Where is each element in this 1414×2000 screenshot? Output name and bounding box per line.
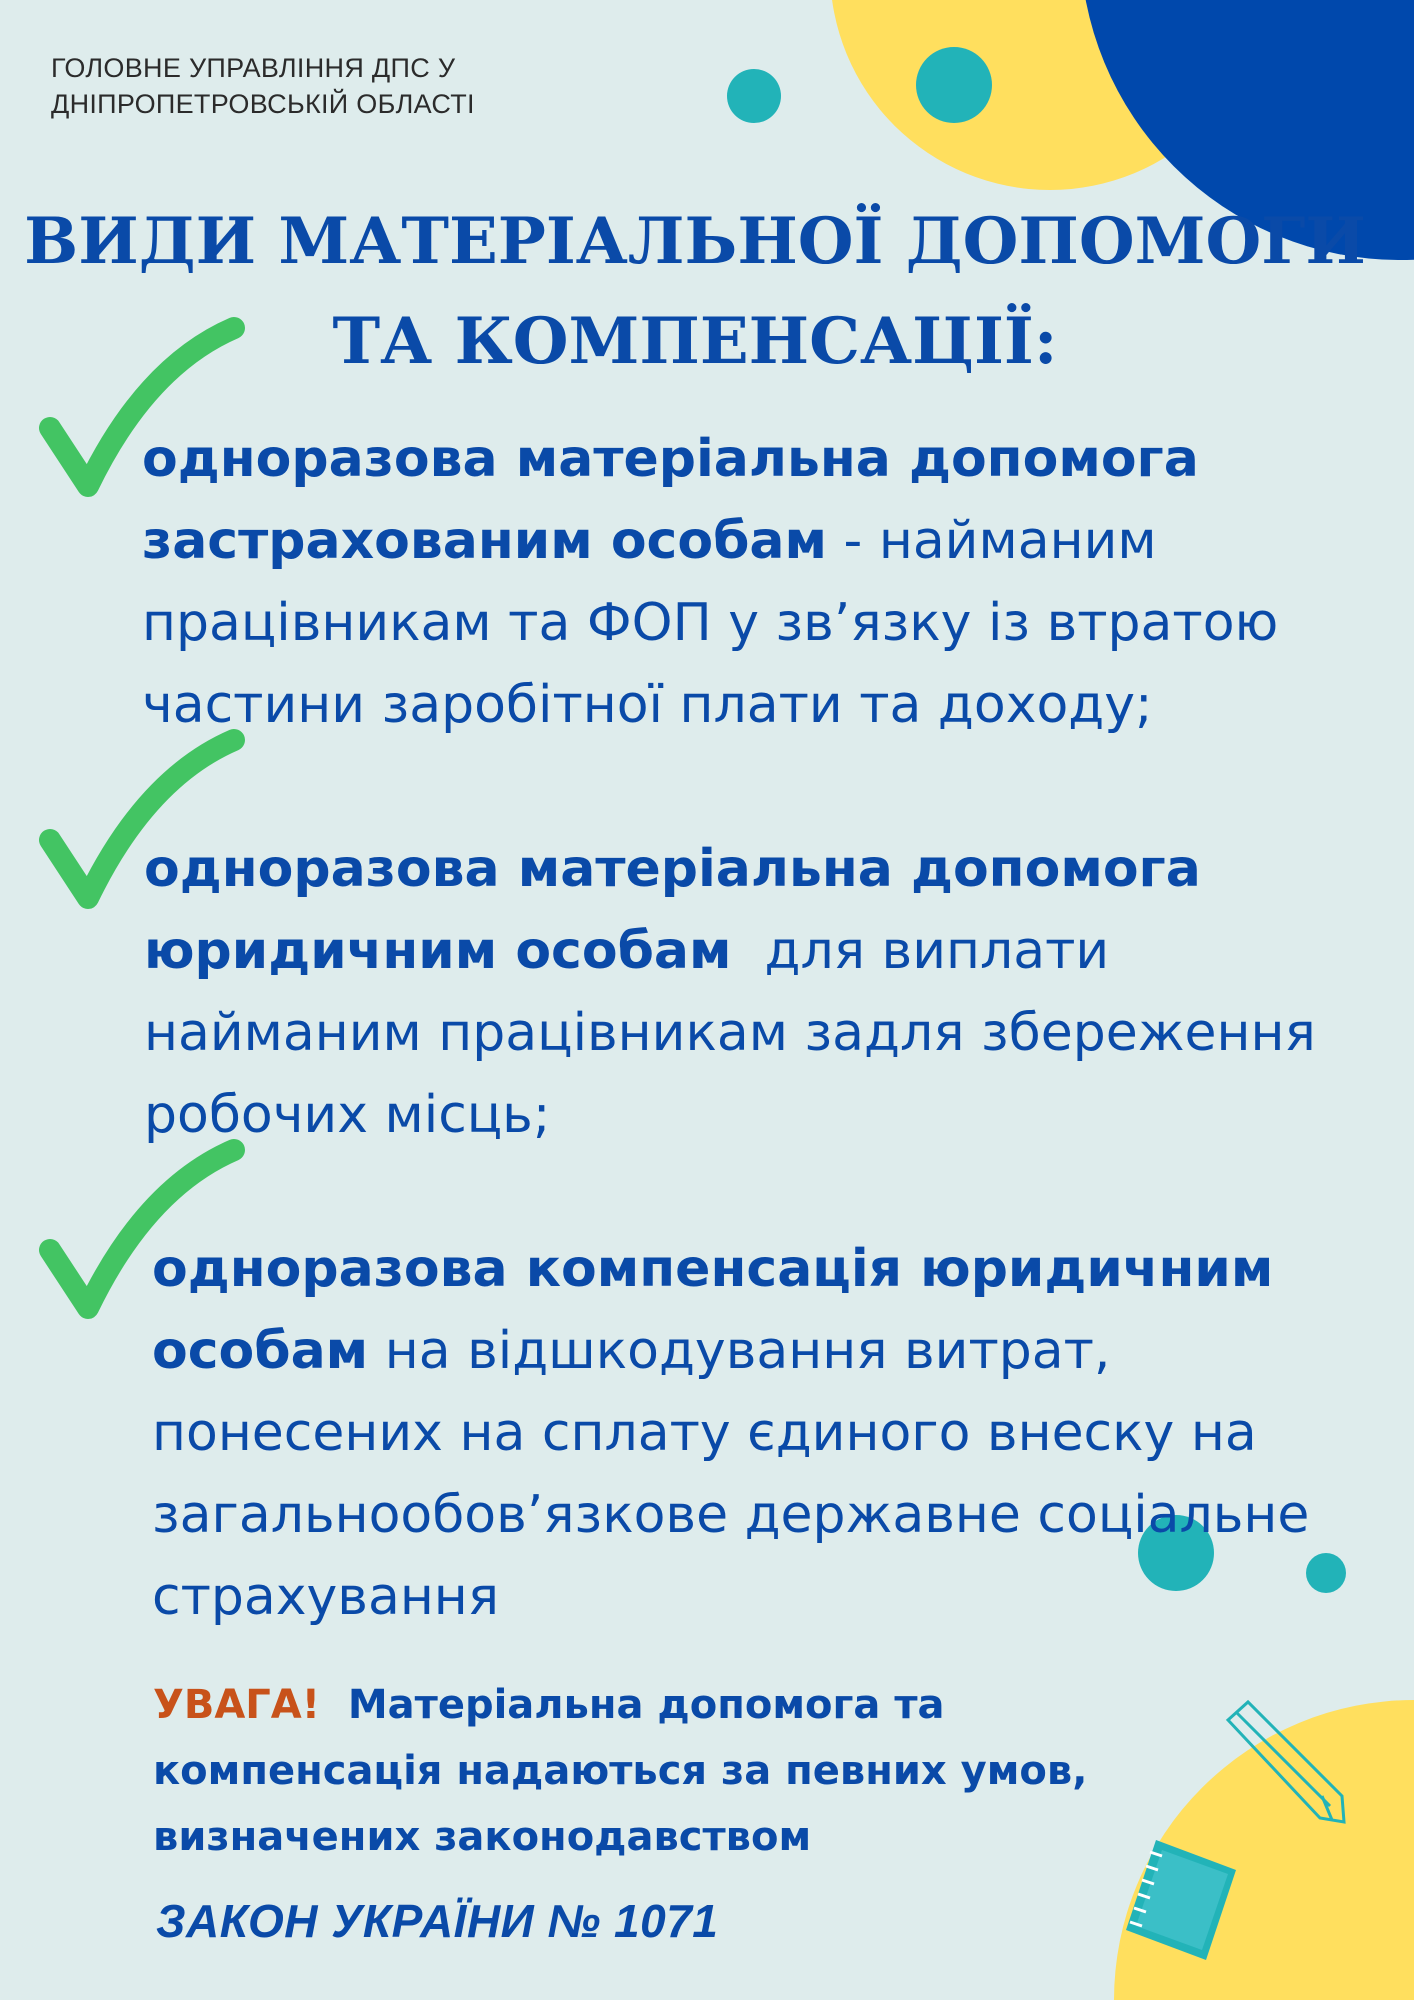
item-bold-text: одноразова компенсація юридичним особам <box>152 1239 1274 1381</box>
list-item <box>144 828 1344 1156</box>
list-item <box>142 418 1392 746</box>
item-bold-text: одноразова матеріальна допомога юридичним особам <box>144 839 1201 981</box>
title-line-2: ТА КОМПЕНСАЦІЇ: <box>332 304 1058 379</box>
item-text: - найманим працівникам та ФОП у зв’язку із втратою частини заробітної плати та доходу; <box>142 511 1279 735</box>
warning-note <box>153 1672 1153 1870</box>
item-text: для виплати найманим працівникам задля збереження робочих місць; <box>144 921 1333 1145</box>
title-line-1: ВИДИ МАТЕРІАЛЬНОЇ ДОПОМОГИ <box>24 204 1366 279</box>
teal-dot-small <box>727 69 781 123</box>
warning-text: Матеріальна допомога та компенсація надаються за певних умов, визначених законодавством <box>153 1682 1102 1860</box>
item-text: на відшкодування витрат, понесених на сплату єдиного внеску на загальнообов’язкове державне соціальне страхування <box>152 1321 1310 1627</box>
warning-label: УВАГА! <box>153 1682 320 1728</box>
item-bold-text: одноразова матеріальна допомога застрахованим особам <box>142 429 1199 571</box>
organization-name <box>51 50 571 122</box>
organization-line-2: ДНІПРОПЕТРОВСЬКІЙ ОБЛАСТІ <box>51 89 475 119</box>
organization-line-1: ГОЛОВНЕ УПРАВЛІННЯ ДПС У <box>51 53 456 83</box>
law-reference: ЗАКОН УКРАЇНИ № 1071 <box>156 1895 719 1947</box>
teal-dot-medium <box>916 47 992 123</box>
list-item <box>152 1228 1392 1638</box>
